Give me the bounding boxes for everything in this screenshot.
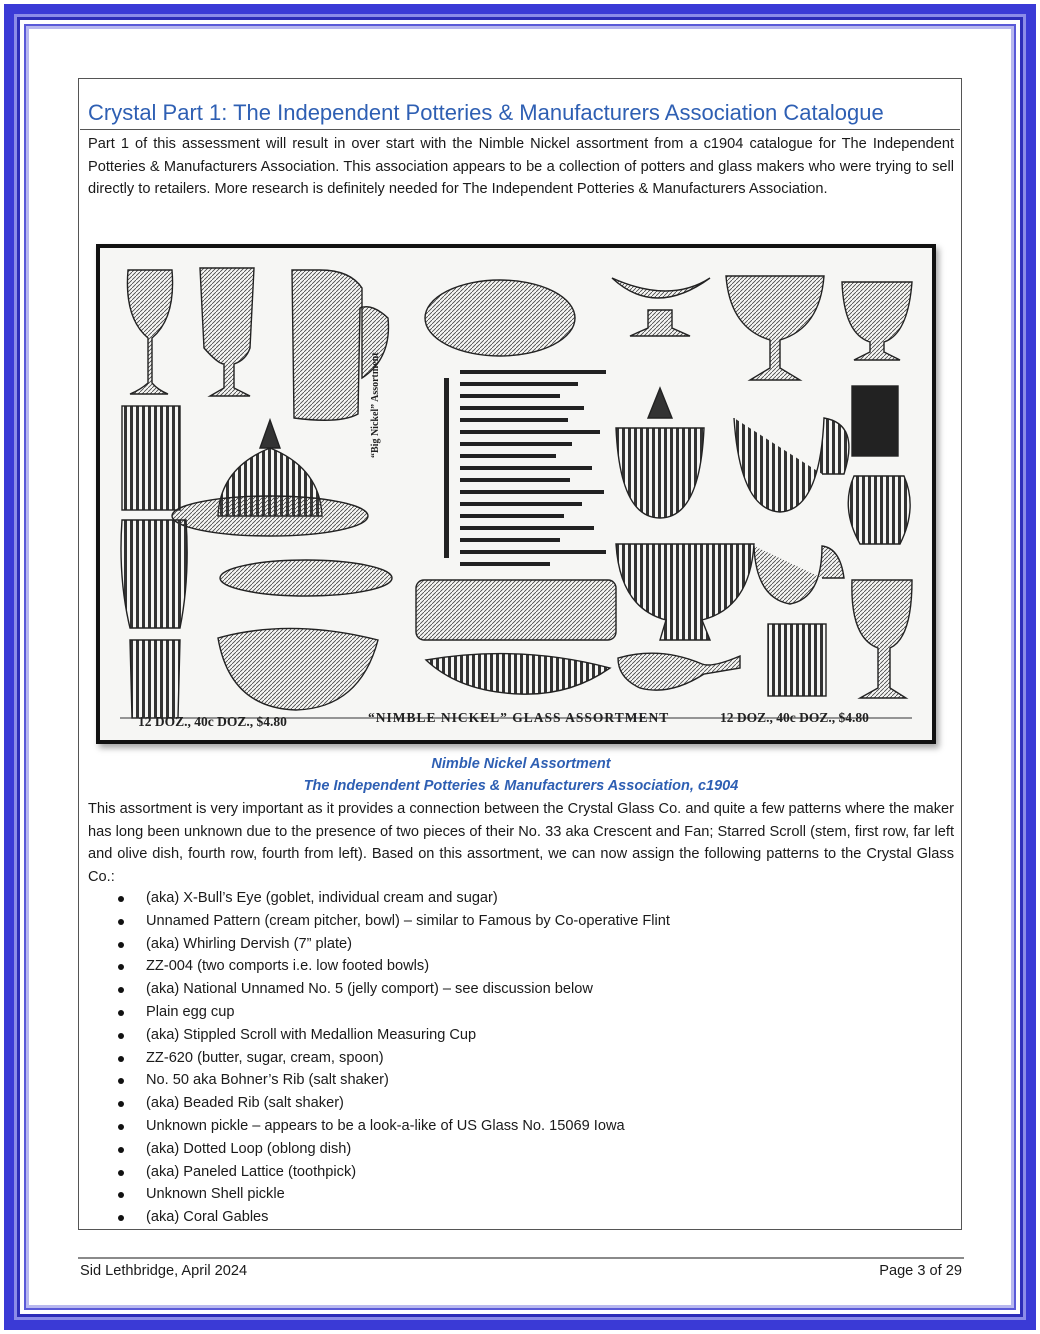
list-item: ZZ-620 (butter, sugar, cream, spoon) <box>88 1047 948 1070</box>
figure-caption-line2: The Independent Potteries & Manufacturers Association, c1904 <box>303 778 739 794</box>
glassware-illustration <box>100 248 932 740</box>
figure-label-left: 12 DOZ., 40c DOZ., $4.80 <box>138 714 287 729</box>
figure-label-center: “NIMBLE NICKEL” GLASS ASSORTMENT <box>368 710 670 725</box>
title-divider <box>80 129 960 130</box>
list-item: (aka) X-Bull’s Eye (goblet, individual cream and sugar) <box>88 887 948 910</box>
pattern-list <box>88 887 948 1229</box>
list-item: (aka) Stippled Scroll with Medallion Measuring Cup <box>88 1024 948 1047</box>
list-item: (aka) Dotted Loop (oblong dish) <box>88 1138 948 1161</box>
figure-caption-line1: Nimble Nickel Assortment <box>431 756 611 772</box>
intro-paragraph: Part 1 of this assessment will result in over start with the Nimble Nickel assortment from a c1904 catalogue for The Independent Potteries & Manufacturers Association. This association appears to be a collection of potters and glass makers who were trying to sell directly to retailers. More research is definitely needed for The Independent Potteries & Manufacturers Association. <box>88 136 954 197</box>
body-paragraph: This assortment is very important as it provides a connection between the Crystal Glass Co. and quite a few patterns where the maker has long been unknown due to the presence of two pieces of their No. 33 aka Crescent and Fan; Starred Scroll (stem, first row, far left and olive dish, fourth row, fourth from left). Based on this assortment, we can now assign the following patterns to the Crystal Glass Co.: <box>88 801 954 885</box>
list-item: No. 50 aka Bohner’s Rib (salt shaker) <box>88 1069 948 1092</box>
list-item: (aka) Beaded Rib (salt shaker) <box>88 1092 948 1115</box>
footer-page-number: Page 3 of 29 <box>879 1263 962 1279</box>
footer-divider <box>78 1257 964 1259</box>
figure-side-label: “Big Nickel” Assortment <box>370 352 381 458</box>
list-item: Unnamed Pattern (cream pitcher, bowl) – similar to Famous by Co-operative Flint <box>88 910 948 933</box>
list-item: (aka) Whirling Dervish (7” plate) <box>88 933 948 956</box>
list-item: (aka) Coral Gables <box>88 1206 948 1229</box>
list-item: (aka) Paneled Lattice (toothpick) <box>88 1161 948 1184</box>
figure-label-right: 12 DOZ., 40c DOZ., $4.80 <box>720 710 869 725</box>
list-item: Unknown pickle – appears to be a look-a-like of US Glass No. 15069 Iowa <box>88 1115 948 1138</box>
catalogue-image <box>96 244 936 744</box>
page-title: Crystal Part 1: The Independent Potteries & Manufacturers Association Catalogue <box>88 100 884 125</box>
list-item: Unknown Shell pickle <box>88 1183 948 1206</box>
list-item: ZZ-004 (two comports i.e. low footed bowls) <box>88 955 948 978</box>
list-item: (aka) National Unnamed No. 5 (jelly comport) – see discussion below <box>88 978 948 1001</box>
list-item: Plain egg cup <box>88 1001 948 1024</box>
footer-author: Sid Lethbridge, April 2024 <box>80 1263 248 1279</box>
